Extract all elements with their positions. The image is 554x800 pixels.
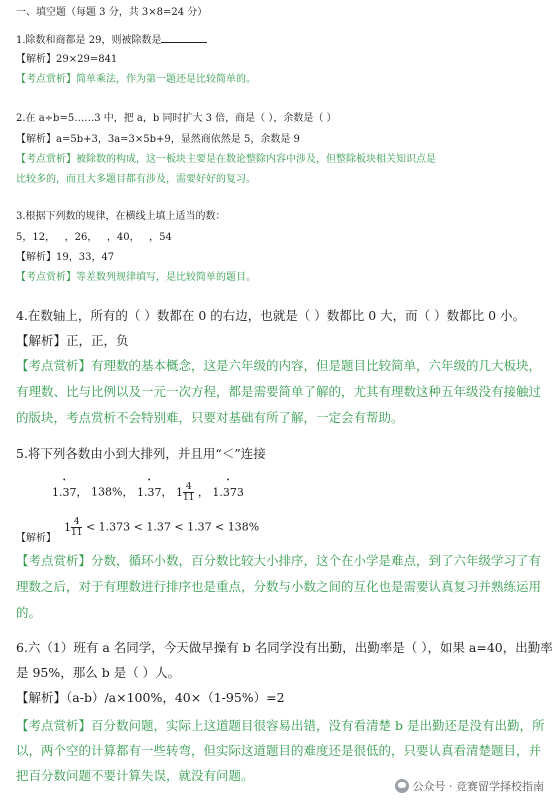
- answer-blank: [161, 31, 207, 43]
- comment-3-text: 等差数列规律填写，是比较简单的题目。: [76, 272, 256, 283]
- comment-6-line3: 把百分数问题不要计算失误，就没有问题。: [16, 768, 254, 783]
- answer-3: [16, 249, 544, 267]
- wechat-icon: [395, 779, 409, 793]
- comment-tag: 【考点赏析】: [16, 272, 76, 283]
- answer-2-text: a=5b+3，3a=3×5b+9，显然商依然是 5，余数是 9: [56, 134, 300, 145]
- number-list: • 1.37， 138%， • 1.37， 1 $\frac{4}{11}$ ， • 1.373: [52, 482, 244, 503]
- question-1-text: 1.除数和商都是 29，则被除数是: [16, 35, 162, 46]
- answer-tag: 【解析】: [16, 134, 56, 145]
- question-3: 3.根据下列数的规律，在横线上填上适当的数：: [16, 211, 226, 222]
- question-6-line2: 是 95%，那么 b 是（ ）人。: [16, 665, 181, 680]
- comment-tag: 【考点赏析】: [16, 718, 92, 733]
- answer-tag: 【解析】: [16, 333, 67, 348]
- answer-tag: 【解析】: [16, 54, 56, 65]
- comment-2-line1: [16, 151, 544, 169]
- percent-value: 138%: [91, 485, 123, 499]
- comment-5-line1: [16, 547, 544, 574]
- comment-6-line1: [16, 712, 544, 739]
- answer-5: [16, 530, 544, 548]
- watermark: [395, 778, 545, 794]
- comment-4-line3: 的版块，考点赏析不会特别难，只要对基础有所了解，一定会有帮助。: [16, 410, 404, 425]
- comment-5-line2: 理数之后，对于有理数进行排序也是重点，分数与小数之间的互化也是需要认真复习并熟练运用: [16, 579, 542, 594]
- comment-1-text: 简单乘法，作为第一题还是比较简单的。: [76, 74, 256, 85]
- fraction-numerator: 4: [71, 517, 82, 528]
- watermark-text: 公众号 · 竞赛留学择校指南: [412, 780, 544, 793]
- question-2: 2.在 a÷b=5……3 中，把 a，b 同时扩大 3 倍，商是（ ），余数是（ ）: [16, 113, 337, 124]
- comment-5-line3: 的。: [16, 605, 42, 620]
- comment-5-text: 分数，循环小数，百分数比较大小排序，这个在小学是难点，到了六年级学习了有: [91, 553, 542, 568]
- repeating-decimal: • 1.37: [137, 486, 162, 499]
- ordered-chain: < 1.373 < 1.37 < 1.37 < 138%: [85, 520, 260, 534]
- comment-tag: 【考点赏析】: [16, 358, 92, 373]
- comment-4-line1: [16, 352, 544, 379]
- answer-1-text: 29×29=841: [56, 54, 118, 65]
- section-title: 一、填空题（每题 3 分，共 3×8=24 分）: [16, 7, 208, 18]
- comment-1: [16, 71, 544, 89]
- sequence-3: 5，12， ，26， ，40， ，54: [16, 232, 172, 243]
- comment-4-text: 有理数的基本概念，这是六年级的内容，但是题目比较简单，六年级的几大板块，: [91, 358, 542, 373]
- mixed-fraction: [175, 482, 198, 503]
- comment-6-line2: 以，两个空的计算都有一些转弯，但实际这道题目的难度还是很低的，只要认真看清楚题目，并: [16, 743, 542, 758]
- question-4: 4.在数轴上，所有的（ ）数都在 0 的右边，也就是（ ）数都比 0 大，而（ ）数都比 0 小。: [16, 308, 526, 323]
- fraction-whole: 1: [64, 520, 71, 534]
- question-5: 5.将下列各数由小到大排列，并且用“＜”连接: [16, 446, 266, 461]
- comment-tag: 【考点赏析】: [16, 74, 76, 85]
- answer-tag: 【解析】: [16, 533, 56, 544]
- comment-tag: 【考点赏析】: [16, 553, 92, 568]
- fraction-denominator: 11: [71, 528, 83, 538]
- repeating-decimal: • 1.373: [212, 486, 244, 499]
- comment-2-text: 被除数的构成，这一板块主要是在数论整除内容中涉及，但整除板块相关知识点是: [76, 154, 436, 165]
- comment-6-text: 百分数问题，实际上这道题目很容易出错，没有看清楚 b 是出勤还是没有出勤，所: [91, 718, 545, 733]
- answer-6: [16, 684, 544, 711]
- answer-tag: 【解析】: [16, 252, 56, 263]
- answer-1: [16, 51, 544, 69]
- comment-3: [16, 269, 544, 287]
- repeating-decimal: • 1.37: [52, 486, 77, 499]
- comment-2-line2: 比较多的，而且大多题目都有涉及，需要好好的复习。: [16, 174, 256, 185]
- fraction-denominator: 11: [182, 493, 195, 503]
- fraction-whole: 1: [175, 485, 183, 499]
- question-1: [16, 31, 544, 50]
- answer-2: [16, 131, 544, 149]
- answer-4-text: 正，正，负: [66, 333, 129, 348]
- question-6-line1: 6.六（1）班有 a 名同学，今天做早操有 b 名同学没有出勤，出勤率是（ ），如果 a=40，出勤率: [16, 640, 553, 655]
- fraction-numerator: 4: [183, 482, 194, 493]
- comment-tag: 【考点赏析】: [16, 154, 76, 165]
- answer-3-text: 19，33，47: [56, 252, 115, 263]
- comment-4-line2: 有理数、比与比例以及一元一次方程，都是需要简单了解的，尤其有理数这种五年级没有接触过: [16, 384, 542, 399]
- answer-6-text: （a-b）/a×100%，40×（1-95%）=2: [66, 690, 285, 705]
- answer-4: [16, 327, 544, 354]
- answer-tag: 【解析】: [16, 690, 67, 705]
